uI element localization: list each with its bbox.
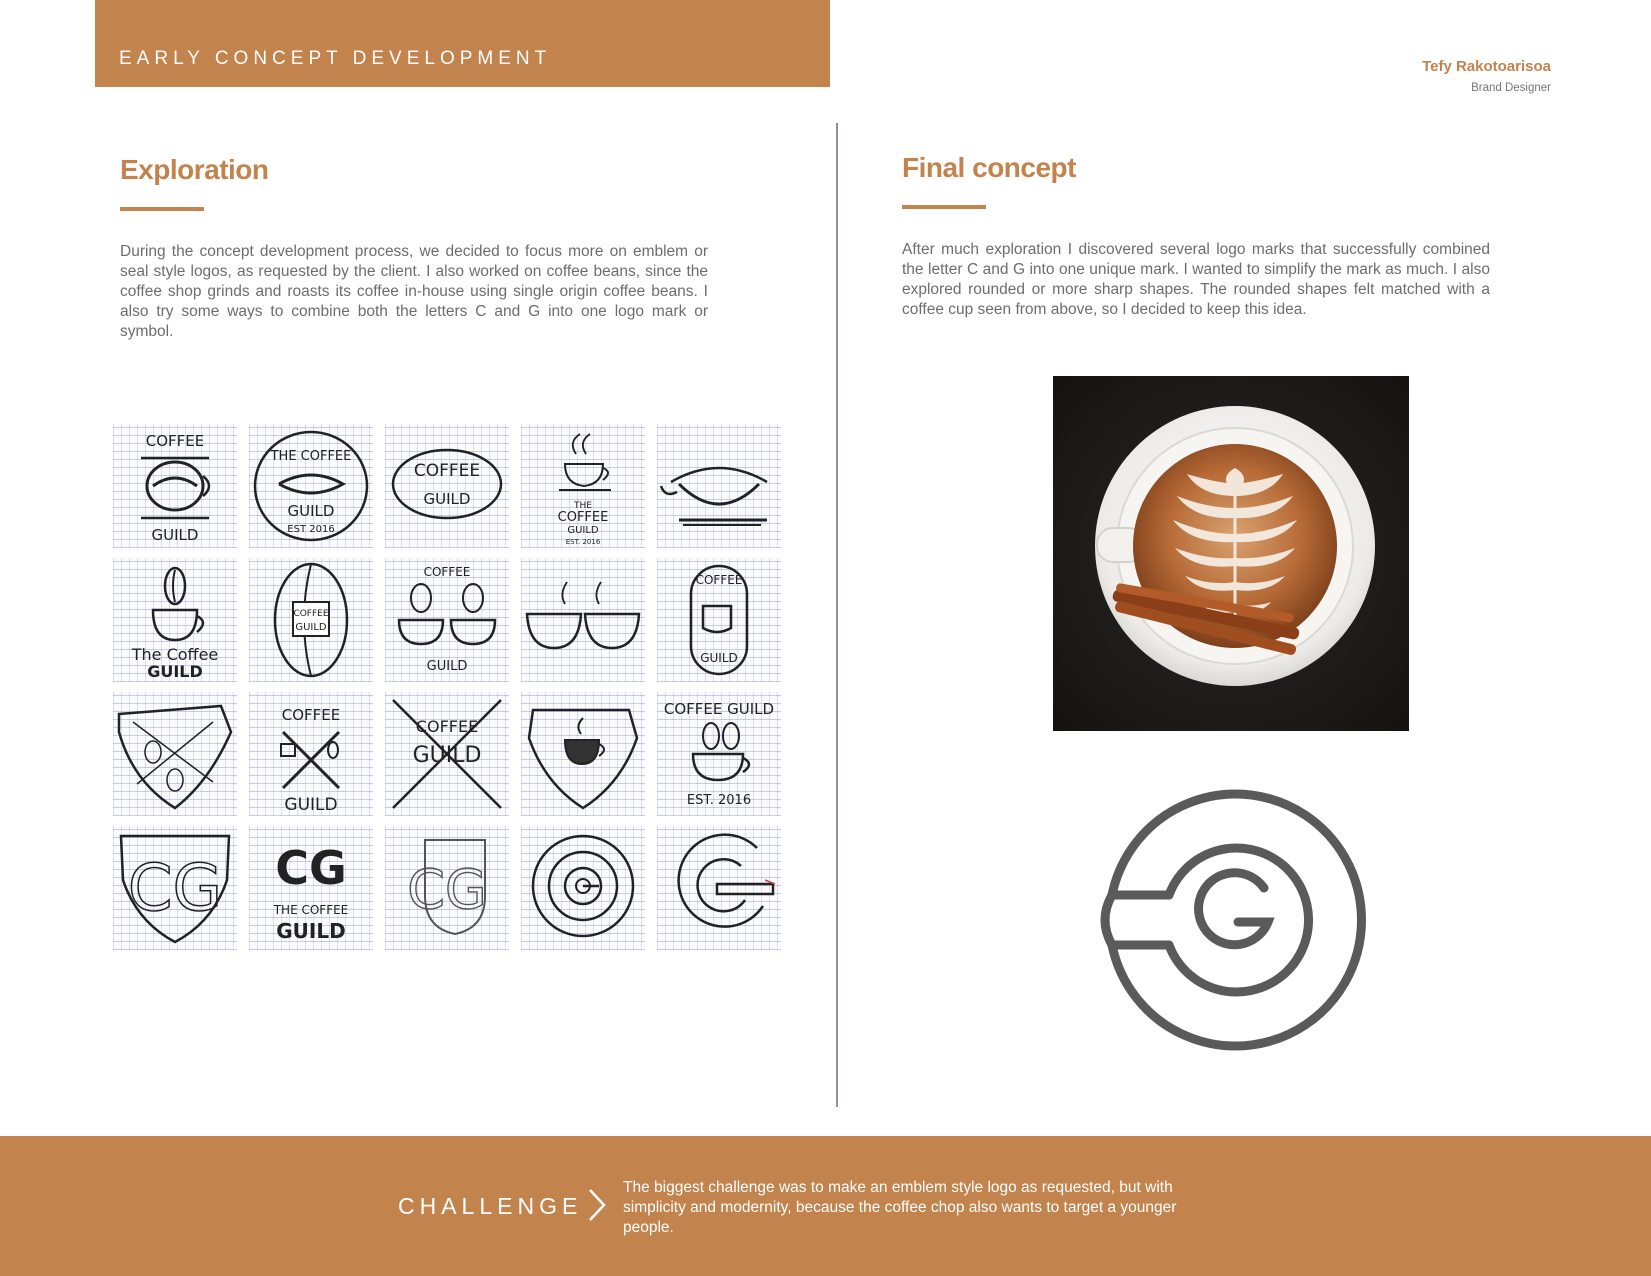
chevron-right-icon [586,1188,608,1222]
sketch-15-text-2: EST. 2016 [686,793,752,808]
column-divider [836,123,838,1107]
sketch-3-text-1: COFFEE [413,461,481,481]
sketch-5 [657,424,781,548]
sketch-13-text-1: COFFEE [415,717,479,736]
final-concept-text: After much exploration I discovered several logo marks that successfully combined the letter C and G into one unique mark. I wanted to simplify the mark as much. I also explored rounded or more sharp shapes. The rounded shapes felt matched with a coffee cup seen from above, so I decided to keep this idea. [902,241,1490,318]
sketch-2-text-2: GUILD [287,502,335,520]
sketch-2-text-3: EST 2016 [287,524,335,535]
sketch-15 [657,692,781,816]
challenge-label: CHALLENGE [398,1193,583,1219]
sketch-4-text-1: THE [574,501,592,511]
author-name: Tefy Rakotoarisoa [1422,58,1551,75]
author-block [1422,58,1551,94]
sketch-16-text-1: CG [127,852,223,926]
exploration-text: During the concept development process, we decided to focus more on emblem or seal style logos, as requested by the client. I also worked on coffee beans, since the coffee shop grinds and roasts its coffee in-house using single origin coffee beans. I also try some ways to combine both the letters C and G into one logo mark or symbol. [120,243,708,340]
sketch-2 [249,424,373,548]
final-concept-title: Final concept [902,152,1076,183]
sketch-17-text-1: CG [275,841,347,895]
coffee-guild-logo-icon [1092,780,1372,1060]
sketch-19 [521,826,645,950]
sketch-17-text-2: THE COFFEE [273,903,349,917]
sketch-1-text-1: COFFEE [145,432,205,450]
sketch-6 [113,558,237,682]
sketch-grid [113,424,781,950]
challenge-text: The biggest challenge was to make an emblem style logo as requested, but with simplicity and modernity, because the coffee chop also wants to target a younger people. [623,1179,1177,1236]
sketch-17 [249,826,373,950]
sketch-3 [385,424,509,548]
sketch-15-text-1: COFFEE GUILD [663,700,775,718]
sketch-13 [385,692,509,816]
header-bar [95,0,830,87]
sketch-16 [113,826,237,950]
sketch-7-text-2: GUILD [295,622,327,633]
page-header-title: EARLY CONCEPT DEVELOPMENT [119,48,552,69]
exploration-rule [120,207,204,211]
sketch-1 [113,424,237,548]
sketch-4-text-4: EST. 2016 [565,538,601,546]
sketch-13-text-2: GUILD [412,743,482,768]
sketch-18 [385,826,509,950]
sketch-14 [521,692,645,816]
sketch-18-text-1: CG [407,858,487,921]
sketch-9 [521,558,645,682]
sketch-20 [657,826,781,950]
sketch-2-text-1: THE COFFEE [270,449,352,464]
sketch-7 [249,558,373,682]
sketch-8-text-1: COFFEE [423,565,471,579]
final-concept-rule [902,205,986,209]
sketch-4-text-3: GUILD [567,525,599,536]
sketch-10-text-2: GUILD [700,651,738,665]
latte-photo [1053,376,1409,731]
sketch-17-text-3: GUILD [276,919,346,943]
sketch-12-text-2: GUILD [284,795,338,815]
sketch-11 [113,692,237,816]
sketch-1-text-2: GUILD [151,526,199,544]
challenge-footer [0,1136,1651,1276]
sketch-6-text-2: GUILD [147,662,203,681]
sketch-3-text-2: GUILD [423,490,471,508]
sketch-10-text-1: COFFEE [695,573,743,587]
sketch-10 [657,558,781,682]
sketch-7-text-1: COFFEE [293,609,329,619]
sketch-8 [385,558,509,682]
sketch-12 [249,692,373,816]
sketch-6-text-1: The Coffee [131,645,219,664]
sketch-4 [521,424,645,548]
sketch-8-text-2: GUILD [426,659,468,674]
exploration-title: Exploration [120,154,269,185]
sketch-12-text-1: COFFEE [281,706,341,724]
author-role: Brand Designer [1471,82,1551,94]
sketch-4-text-2: COFFEE [557,510,609,525]
